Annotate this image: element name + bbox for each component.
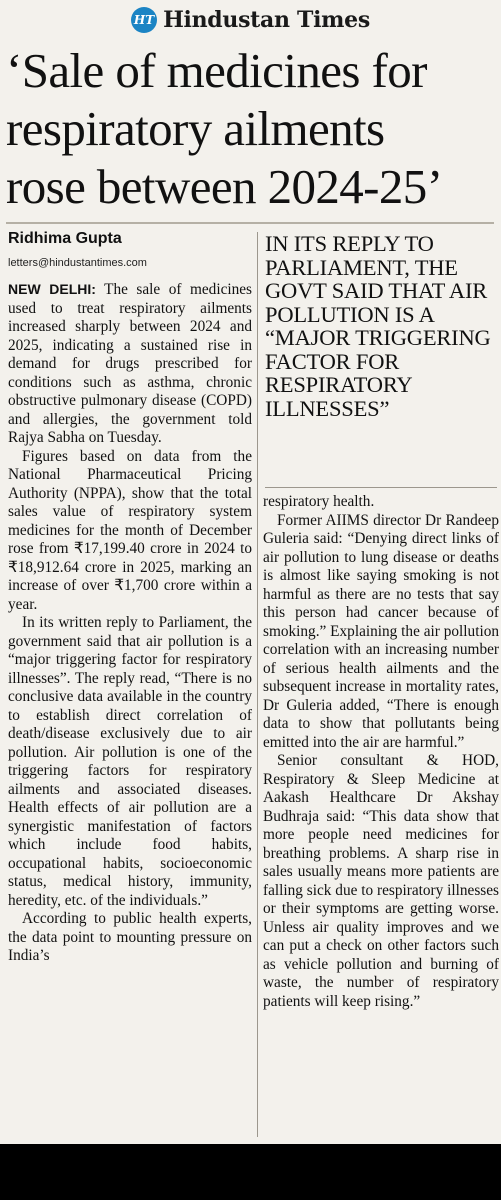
headline-line: rose between 2024-25’ [6, 159, 443, 214]
article-paragraph: Figures based on data from the National Pharmaceutical Pricing Authority (NPPA), show that the total sales value of respiratory system medicines for the month of December rose from ₹17,199.40 crore in 2024 to ₹18,912.64 crore in 2025, marking an increase of over ₹1,700 crore within a year. [8, 447, 252, 613]
headline-line: ‘Sale of medicines for [6, 43, 427, 98]
brand-name: Hindustan Times [163, 7, 370, 33]
ht-logo-icon: HT [131, 7, 157, 33]
article-paragraph: Former AIIMS director Dr Randeep Guleria said: “Denying direct links of air pollution to lung disease or deaths is almost like saying smoking is not harmful as there are no tests that say this person had cancer because of smoking.” Explaining the air pollution correlation with an increasing number of serious health ailments and the subsequent increase in mortality rates, Dr Guleria added, “There is enough data to show that pollutants being emitted into the air are harmful.” [263, 511, 499, 751]
article-paragraph: In its written reply to Parliament, the government said that air pollution is a “major triggering factor for respiratory illnesses”. The reply read, “There is no conclusive data available in the country to establish direct correlation of death/disease exclusively due to air pollution. Air pollution is one of the triggering factors for respiratory ailments and associated diseases. Health effects of air pollution are a synergistic manifestation of factors which include food habits, occupational habits, socioeconomic status, medical history, immunity, heredity, etc. of the individuals.” [8, 614, 252, 909]
byline-email: letters@hindustantimes.com [8, 257, 147, 269]
article-column-left [8, 280, 252, 966]
column-divider [257, 232, 258, 1137]
dateline: NEW DELHI: [8, 281, 96, 297]
pull-quote-rule [265, 487, 497, 488]
article-paragraph: respiratory health. [263, 493, 375, 510]
paragraph-text: The sale of medicines used to treat respiratory ailments increased sharply between 2024 and 2025, indicating a sustained rise in demand for drugs prescribed for conditions such as asthma, chronic obstructive pulmonary disease (COPD) and allergies, the government told Rajya Sabha on Tuesday. [8, 281, 252, 446]
headline-rule [6, 222, 494, 224]
pull-quote: IN ITS REPLY TO PARLIAMENT, THE GOVT SAID THAT AIR POLLUTION IS A “MAJOR TRIGGERING FACTOR FOR RESPIRATORY ILLNESSES” [265, 231, 491, 421]
article-column-right [263, 493, 499, 1011]
byline-author: Ridhima Gupta [8, 230, 122, 247]
article-paragraph [8, 280, 252, 448]
headline-line: respiratory ailments [6, 101, 385, 156]
article-paragraph: Senior consultant & HOD, Respiratory & Sleep Medicine at Aakash Healthcare Dr Akshay Budhraja said: “This data show that more people need medicines for breathing problems. A sharp rise in sales usually means more patients are falling sick due to respiratory illnesses or their symptoms are getting worse. Unless air quality improves and we can put a check on other factors such as vehicle pollution and burning of waste, the number of respiratory patients will keep rising.” [263, 752, 499, 1010]
headline [6, 42, 501, 216]
masthead [0, 4, 501, 36]
article-paragraph: According to public health experts, the data point to mounting pressure on India’s [8, 910, 252, 964]
